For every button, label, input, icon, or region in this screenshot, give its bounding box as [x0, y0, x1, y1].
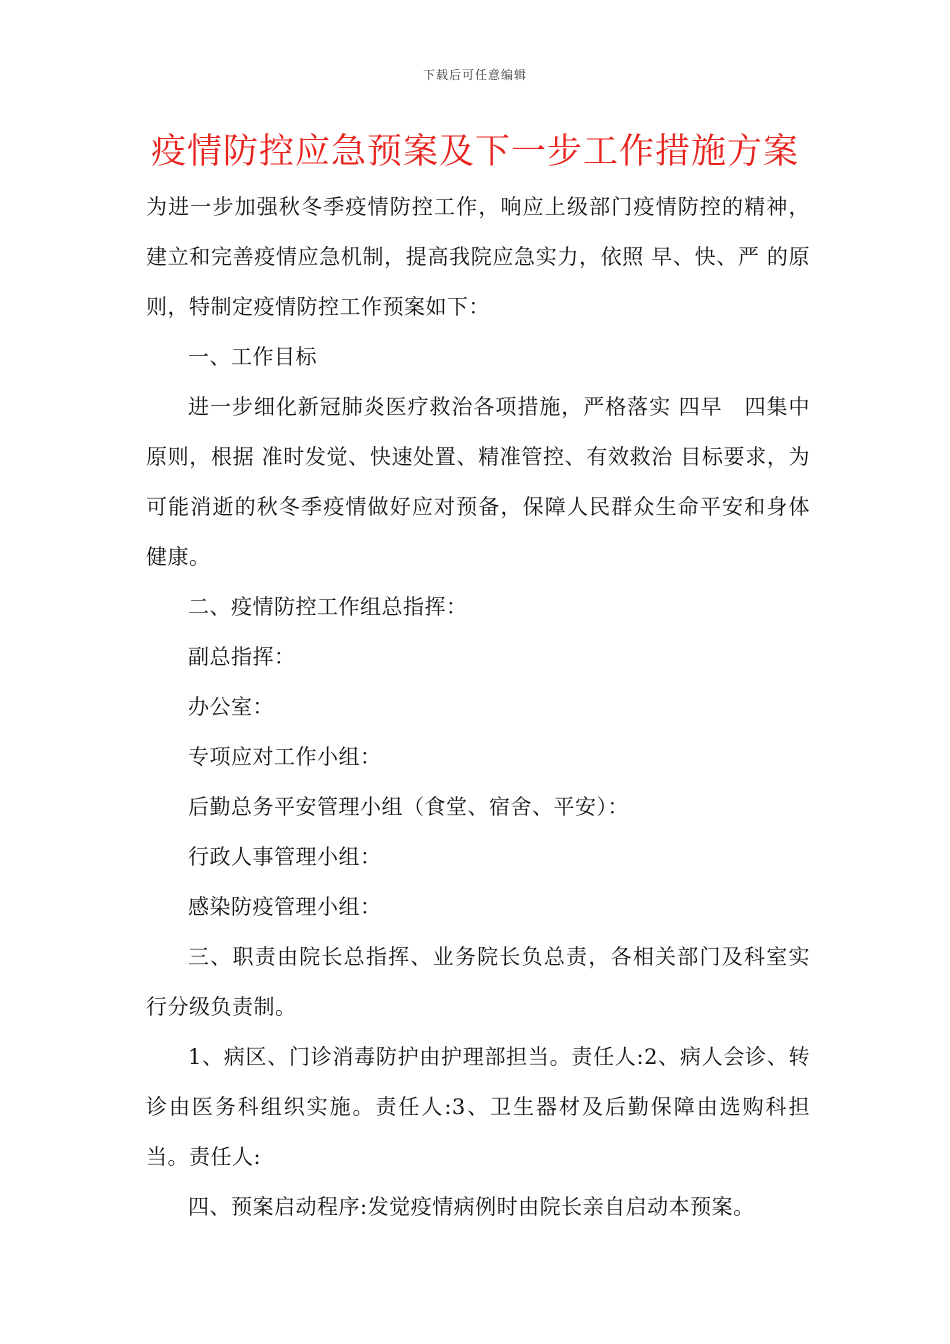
- section-heading-responsibilities: 三、职责由院长总指挥、业务院长负总责，各相关部门及科室实行分级负责制。: [146, 945, 810, 1019]
- document-title: 疫情防控应急预案及下一步工作措施方案: [150, 132, 799, 172]
- line-admin-hr-group: 行政人事管理小组：: [188, 845, 382, 869]
- paragraph-work-goal: 进一步细化新冠肺炎医疗救治各项措施，严格落实 四早 四集中 原则，根据 准时发觉、快速处置、精准管控、有效救治 目标要求，为可能消逝的秋冬季疫情做好应对预备，保障人民群众生命平安和身体健康。: [146, 395, 810, 569]
- paragraph-responsibility-items: 1、病区、门诊消毒防护由护理部担当。责任人:2、病人会诊、转诊由医务科组织实施。责任人:3、卫生器材及后勤保障由选购科担当。责任人:: [146, 1045, 810, 1169]
- line-office: 办公室：: [188, 695, 274, 719]
- section-heading-activation: 四、预案启动程序:发觉疫情病例时由院长亲自启动本预案。: [188, 1195, 755, 1219]
- section-heading-commander: 二、疫情防控工作组总指挥：: [188, 595, 468, 619]
- line-deputy-commander: 副总指挥：: [188, 645, 296, 669]
- line-logistics-group: 后勤总务平安管理小组（食堂、宿舍、平安）：: [188, 795, 629, 819]
- header-note: 下载后可任意编辑: [422, 68, 527, 82]
- line-infection-control-group: 感染防疫管理小组：: [188, 895, 382, 919]
- section-heading-work-goal: 一、工作目标: [188, 345, 317, 369]
- line-special-task-group: 专项应对工作小组：: [188, 745, 382, 769]
- paragraph-intro: 为进一步加强秋冬季疫情防控工作，响应上级部门疫情防控的精神，建立和完善疫情应急机制，提高我院应急实力，依照 早、快、严 的原则，特制定疫情防控工作预案如下：: [146, 195, 810, 319]
- document-body: [146, 182, 810, 1232]
